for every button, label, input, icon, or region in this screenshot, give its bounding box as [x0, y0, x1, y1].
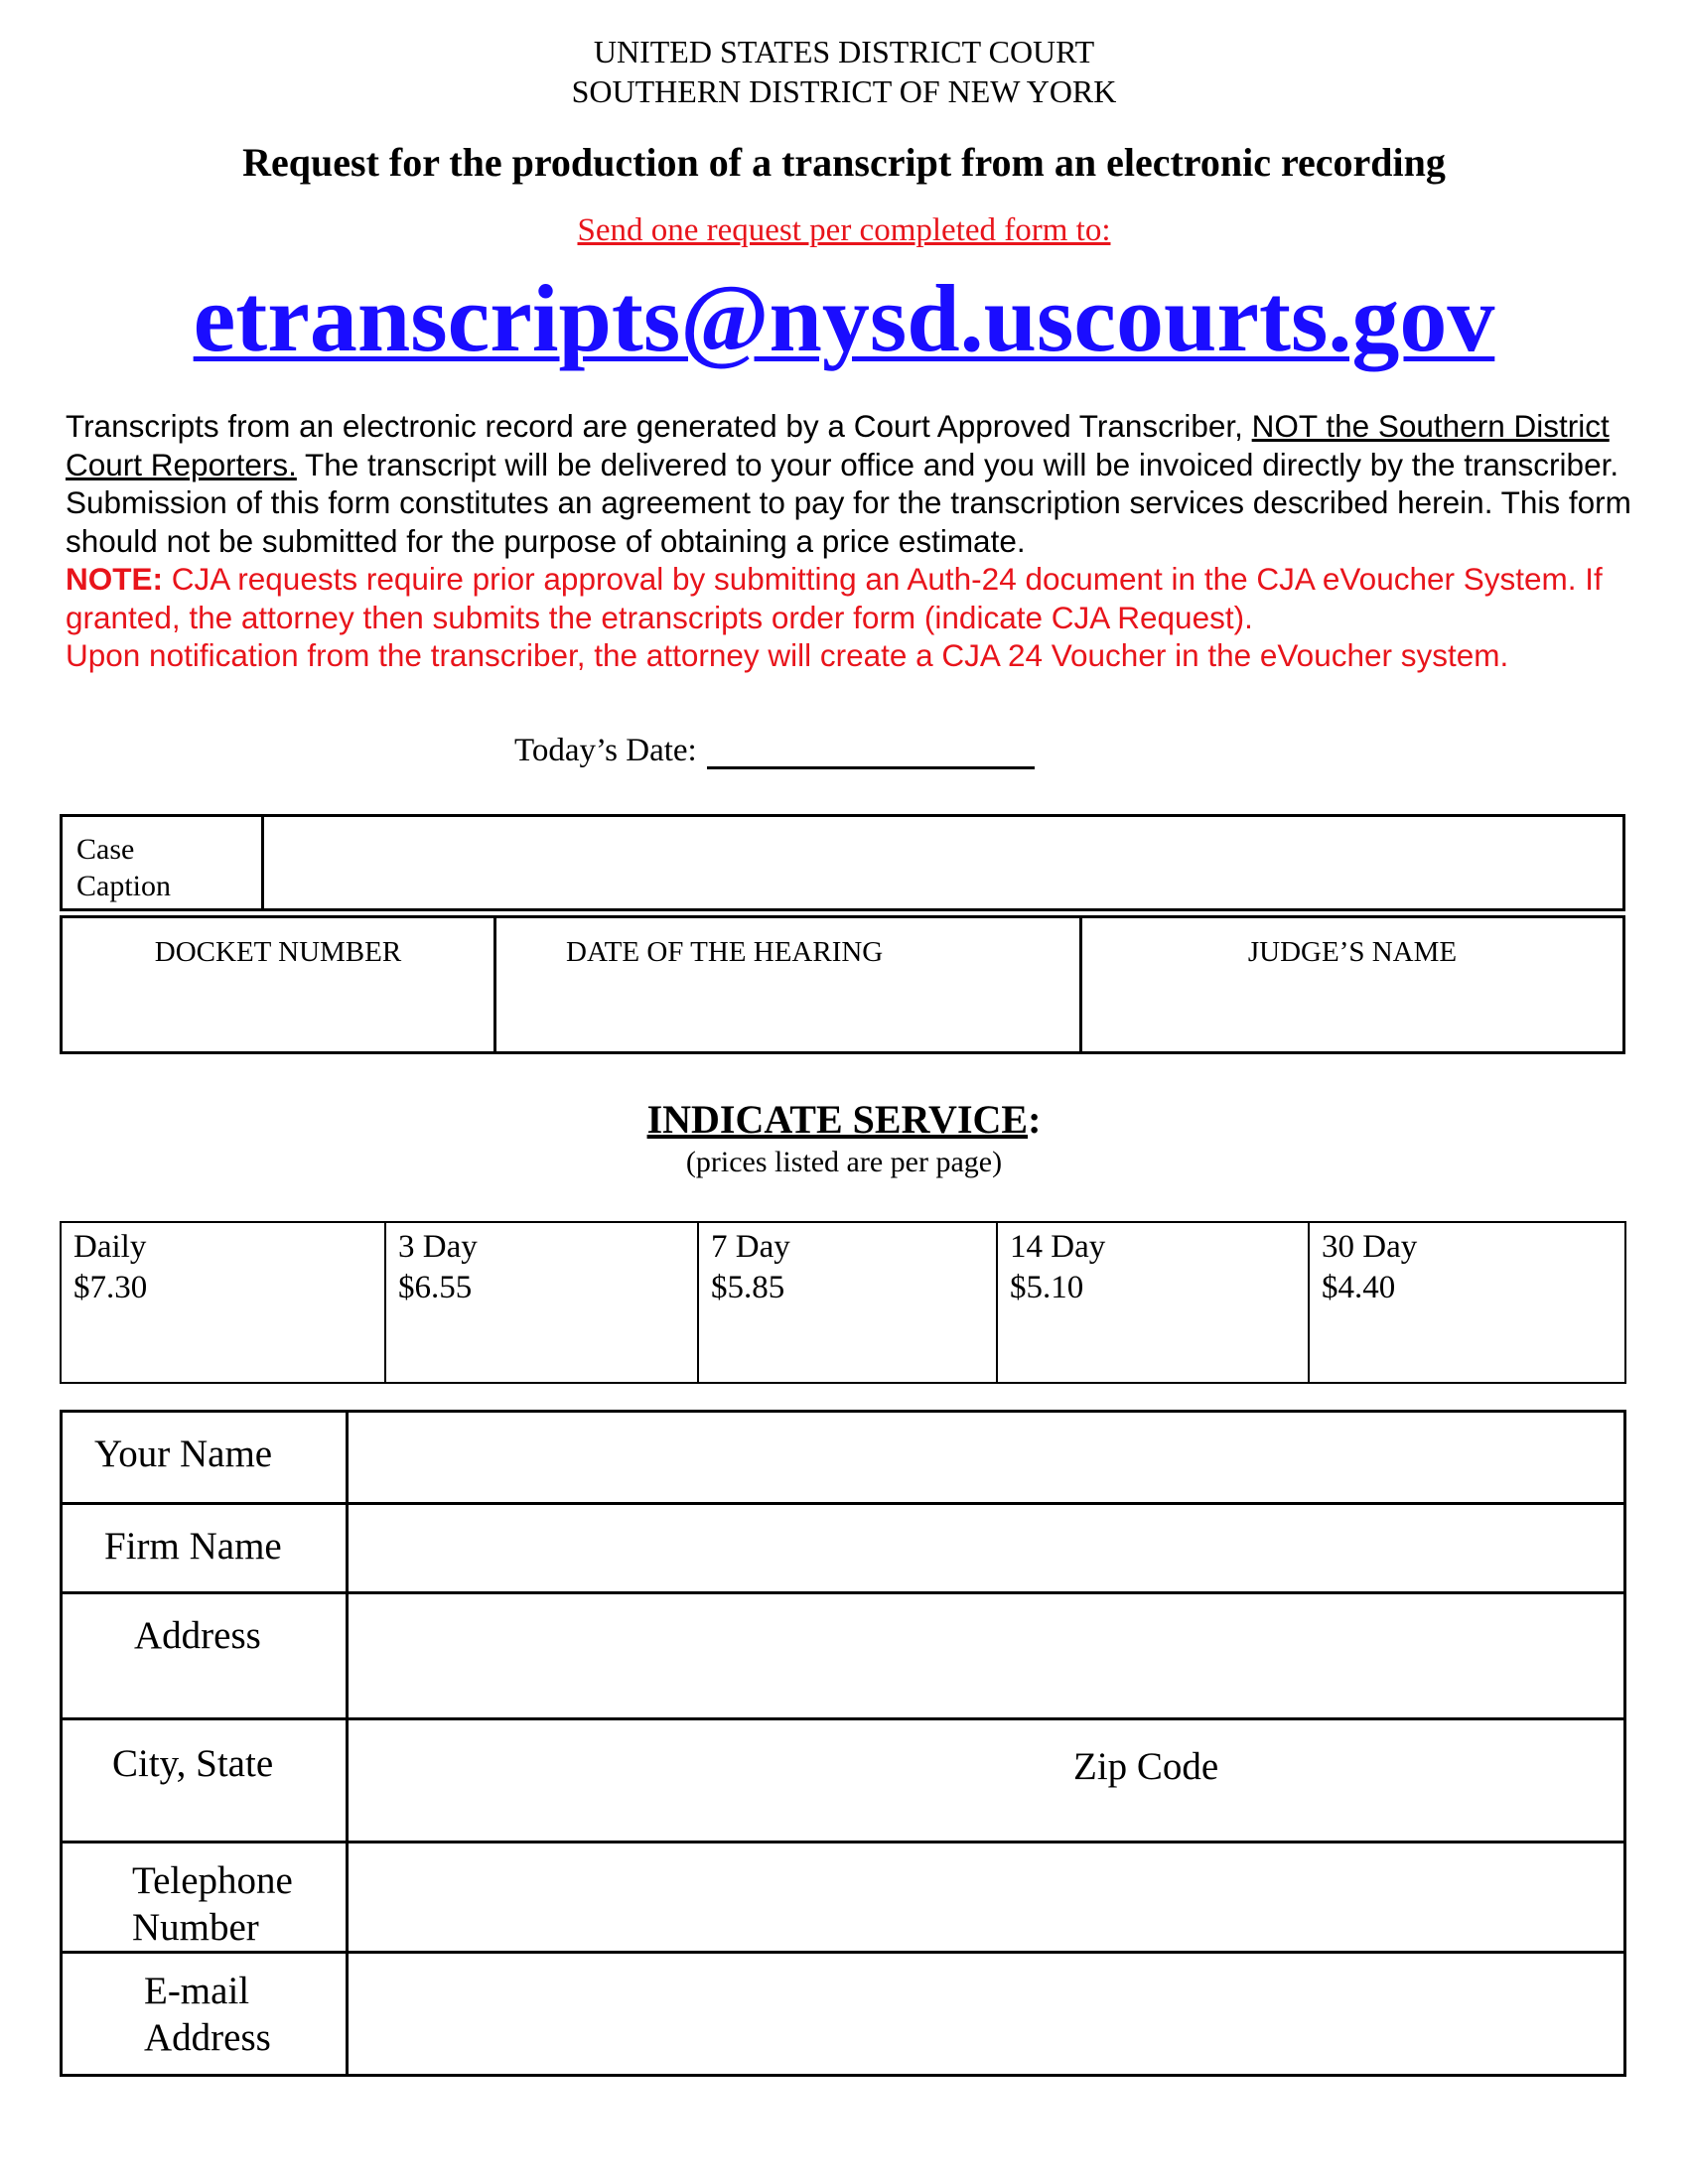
email-label	[63, 1954, 349, 2074]
address-label: Address	[63, 1594, 349, 1717]
divider	[261, 817, 264, 908]
service-option-price: $7.30	[73, 1270, 148, 1305]
zip-code-label: Zip Code	[1073, 1745, 1219, 1788]
city-state-row	[63, 1720, 1623, 1843]
your-name-row	[63, 1413, 1623, 1505]
service-option-price: $6.55	[398, 1270, 473, 1305]
address-field[interactable]	[352, 1594, 1623, 1717]
service-option-14-day[interactable]	[998, 1223, 1310, 1382]
case-details-box	[60, 915, 1625, 1054]
date-field[interactable]	[707, 733, 1035, 769]
note-text-1: CJA requests require prior approval by submitting an Auth-24 document in the CJA eVoucher System. If granted, the attorney then submits the etranscripts order form (indicate CJA Request).	[66, 561, 1603, 635]
intro-text-2: The transcript will be delivered to your office and you will be invoiced directly by the transcriber. Submission of this form constitutes an agreement to pay for the transcription services described herein. This form should not be submitted for the purpose of obtaining a price estimate.	[66, 446, 1631, 559]
service-option-name: 3 Day	[398, 1229, 478, 1265]
city-state-label: City, State	[63, 1720, 349, 1841]
case-caption-box	[60, 814, 1625, 911]
date-label: Today’s Date:	[514, 733, 697, 768]
your-name-label: Your Name	[63, 1413, 349, 1502]
service-subtitle: (prices listed are per page)	[685, 1146, 1003, 1178]
email-field[interactable]	[352, 1954, 1623, 2074]
firm-name-field[interactable]	[352, 1505, 1623, 1591]
intro-text-1: Transcripts from an electronic record are generated by a Court Approved Transcriber,	[66, 408, 1252, 444]
email-row	[63, 1954, 1623, 2074]
telephone-label-line2: Number	[132, 1906, 259, 1949]
intro-paragraph	[66, 407, 1634, 675]
firm-name-row	[63, 1505, 1623, 1594]
send-instruction: Send one request per completed form to:	[577, 212, 1111, 248]
district-name: SOUTHERN DISTRICT OF NEW YORK	[571, 73, 1117, 109]
service-colon: :	[1028, 1097, 1042, 1142]
court-name: UNITED STATES DISTRICT COURT	[593, 34, 1095, 69]
service-option-name: 7 Day	[711, 1229, 790, 1265]
note-label: NOTE:	[66, 561, 163, 597]
note-text-2: Upon notification from the transcriber, the attorney will create a CJA 24 Voucher in the eVoucher system.	[66, 637, 1509, 673]
email-link[interactable]: etranscripts@nysd.uscourts.gov	[193, 265, 1495, 371]
judge-name-label: JUDGE’S NAME	[1247, 936, 1458, 968]
email-label-line1: E-mail	[144, 1970, 250, 2012]
address-row	[63, 1594, 1623, 1720]
telephone-field[interactable]	[352, 1843, 1623, 1951]
service-option-price: $4.40	[1322, 1270, 1396, 1305]
judge-name-field[interactable]	[1082, 918, 1622, 1051]
service-title: INDICATE SERVICE	[646, 1097, 1029, 1142]
todays-date	[514, 733, 1035, 769]
telephone-label	[63, 1843, 349, 1951]
service-option-daily[interactable]	[62, 1223, 386, 1382]
service-options	[60, 1221, 1626, 1384]
case-caption-label-line2: Caption	[76, 870, 171, 902]
firm-name-label: Firm Name	[63, 1505, 349, 1591]
email-label-line2: Address	[144, 2016, 271, 2059]
case-caption-label-line1: Case	[76, 833, 135, 866]
intro-underlined: NOT the Southern District Court Reporters.	[66, 408, 1610, 482]
telephone-row	[63, 1843, 1623, 1954]
service-option-name: Daily	[73, 1229, 147, 1265]
service-option-price: $5.85	[711, 1270, 785, 1305]
contact-table	[60, 1410, 1626, 2077]
docket-number-label: DOCKET NUMBER	[154, 936, 402, 968]
service-option-3-day[interactable]	[386, 1223, 699, 1382]
court-heading	[0, 32, 1688, 111]
case-caption-label	[76, 831, 171, 904]
form-title: Request for the production of a transcript from an electronic recording	[242, 140, 1446, 185]
telephone-label-line1: Telephone	[132, 1859, 293, 1902]
service-option-30-day[interactable]	[1310, 1223, 1624, 1382]
service-option-price: $5.10	[1010, 1270, 1084, 1305]
city-state-field[interactable]	[352, 1720, 1623, 1841]
service-option-name: 30 Day	[1322, 1229, 1418, 1265]
service-option-7-day[interactable]	[699, 1223, 998, 1382]
service-option-name: 14 Day	[1010, 1229, 1106, 1265]
hearing-date-label: DATE OF THE HEARING	[566, 936, 884, 968]
hearing-date-field[interactable]	[496, 918, 1082, 1051]
your-name-field[interactable]	[352, 1413, 1623, 1502]
service-heading	[0, 1096, 1688, 1143]
docket-number-field[interactable]	[63, 918, 496, 1051]
case-caption-field[interactable]	[267, 817, 1622, 908]
